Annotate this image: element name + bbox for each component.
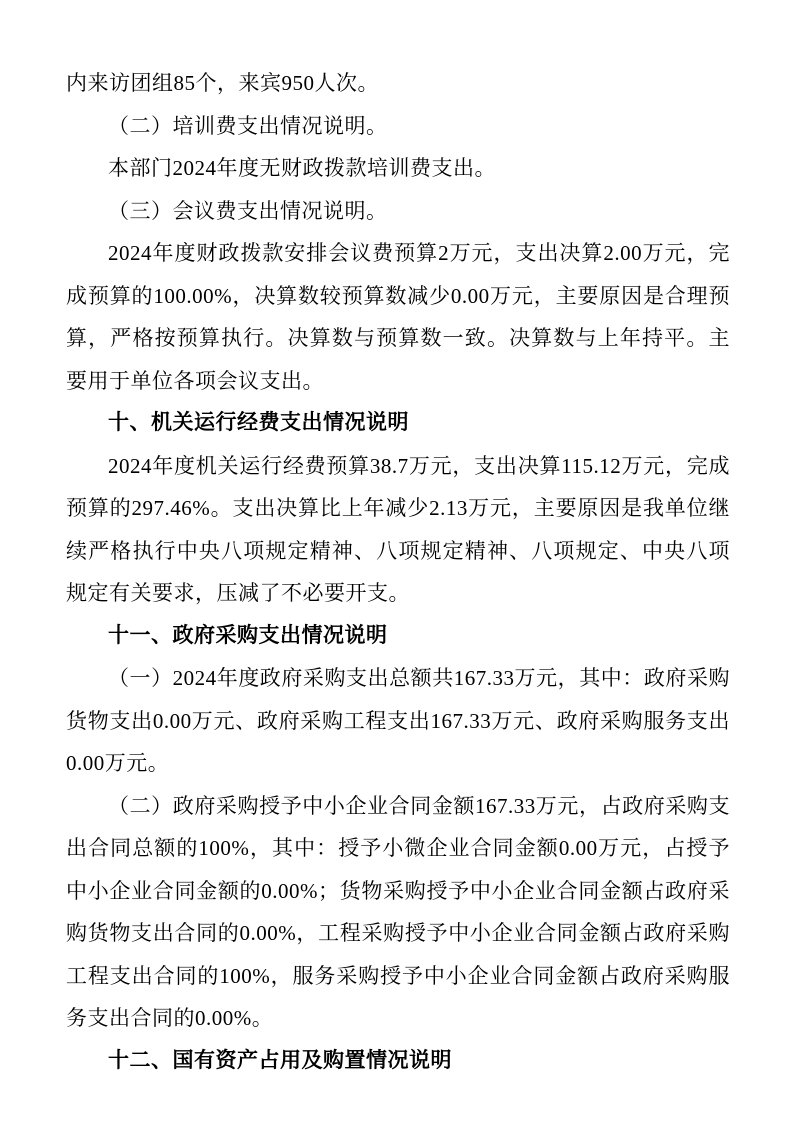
paragraph-meeting-fee-body: 2024年度财政拨款安排会议费预算2万元，支出决算2.00万元，完成预算的100.00%，决算数较预算数减少0.00万元，主要原因是合理预算，严格按预算执行。决算数与预算数一致。决算数与上年持平。主要用于单位各项会议支出。	[66, 241, 730, 393]
section-heading-10-operating-expenses: 十、机关运行经费支出情况说明	[108, 411, 409, 434]
paragraph-meeting-fee-title: （三）会议费支出情况说明。	[108, 198, 388, 223]
section-heading-12-state-assets: 十二、国有资产占用及购置情况说明	[108, 1048, 452, 1072]
section-heading-11-government-procurement: 十一、政府采购支出情况说明	[108, 623, 388, 647]
paragraph-procurement-sme-body: （二）政府采购授予中小企业合同金额167.33万元，占政府采购支出合同总额的100%，其中：授予小微企业合同金额0.00万元，占授予中小企业合同金额的0.00%；货物采购授予中小企业合同金额占政府采购货物支出合同的0.00%，工程采购授予中小企业合同金额占政府采购工程支出合同的100%，服务采购授予中小企业合同金额占政府采购服务支出合同的0.00%。	[66, 793, 730, 1030]
document-content	[66, 62, 730, 1082]
paragraph-operating-expenses-body: 2024年度机关运行经费预算38.7万元，支出决算115.12万元，完成预算的297.46%。支出决算比上年减少2.13万元，主要原因是我单位继续严格执行中央八项规定精神、八项规定精神、八项规定、中央八项规定有关要求，压减了不必要开支。	[66, 453, 730, 605]
paragraph-training-fee-title: （二）培训费支出情况说明。	[108, 113, 388, 138]
paragraph-procurement-total-body: （一）2024年度政府采购支出总额共167.33万元，其中：政府采购货物支出0.00万元、政府采购工程支出167.33万元、政府采购服务支出0.00万元。	[66, 666, 730, 775]
paragraph-continuation-visitors: 内来访团组85个，来宾950人次。	[66, 71, 379, 95]
paragraph-training-fee-body: 本部门2024年度无财政拨款培训费支出。	[108, 156, 496, 180]
